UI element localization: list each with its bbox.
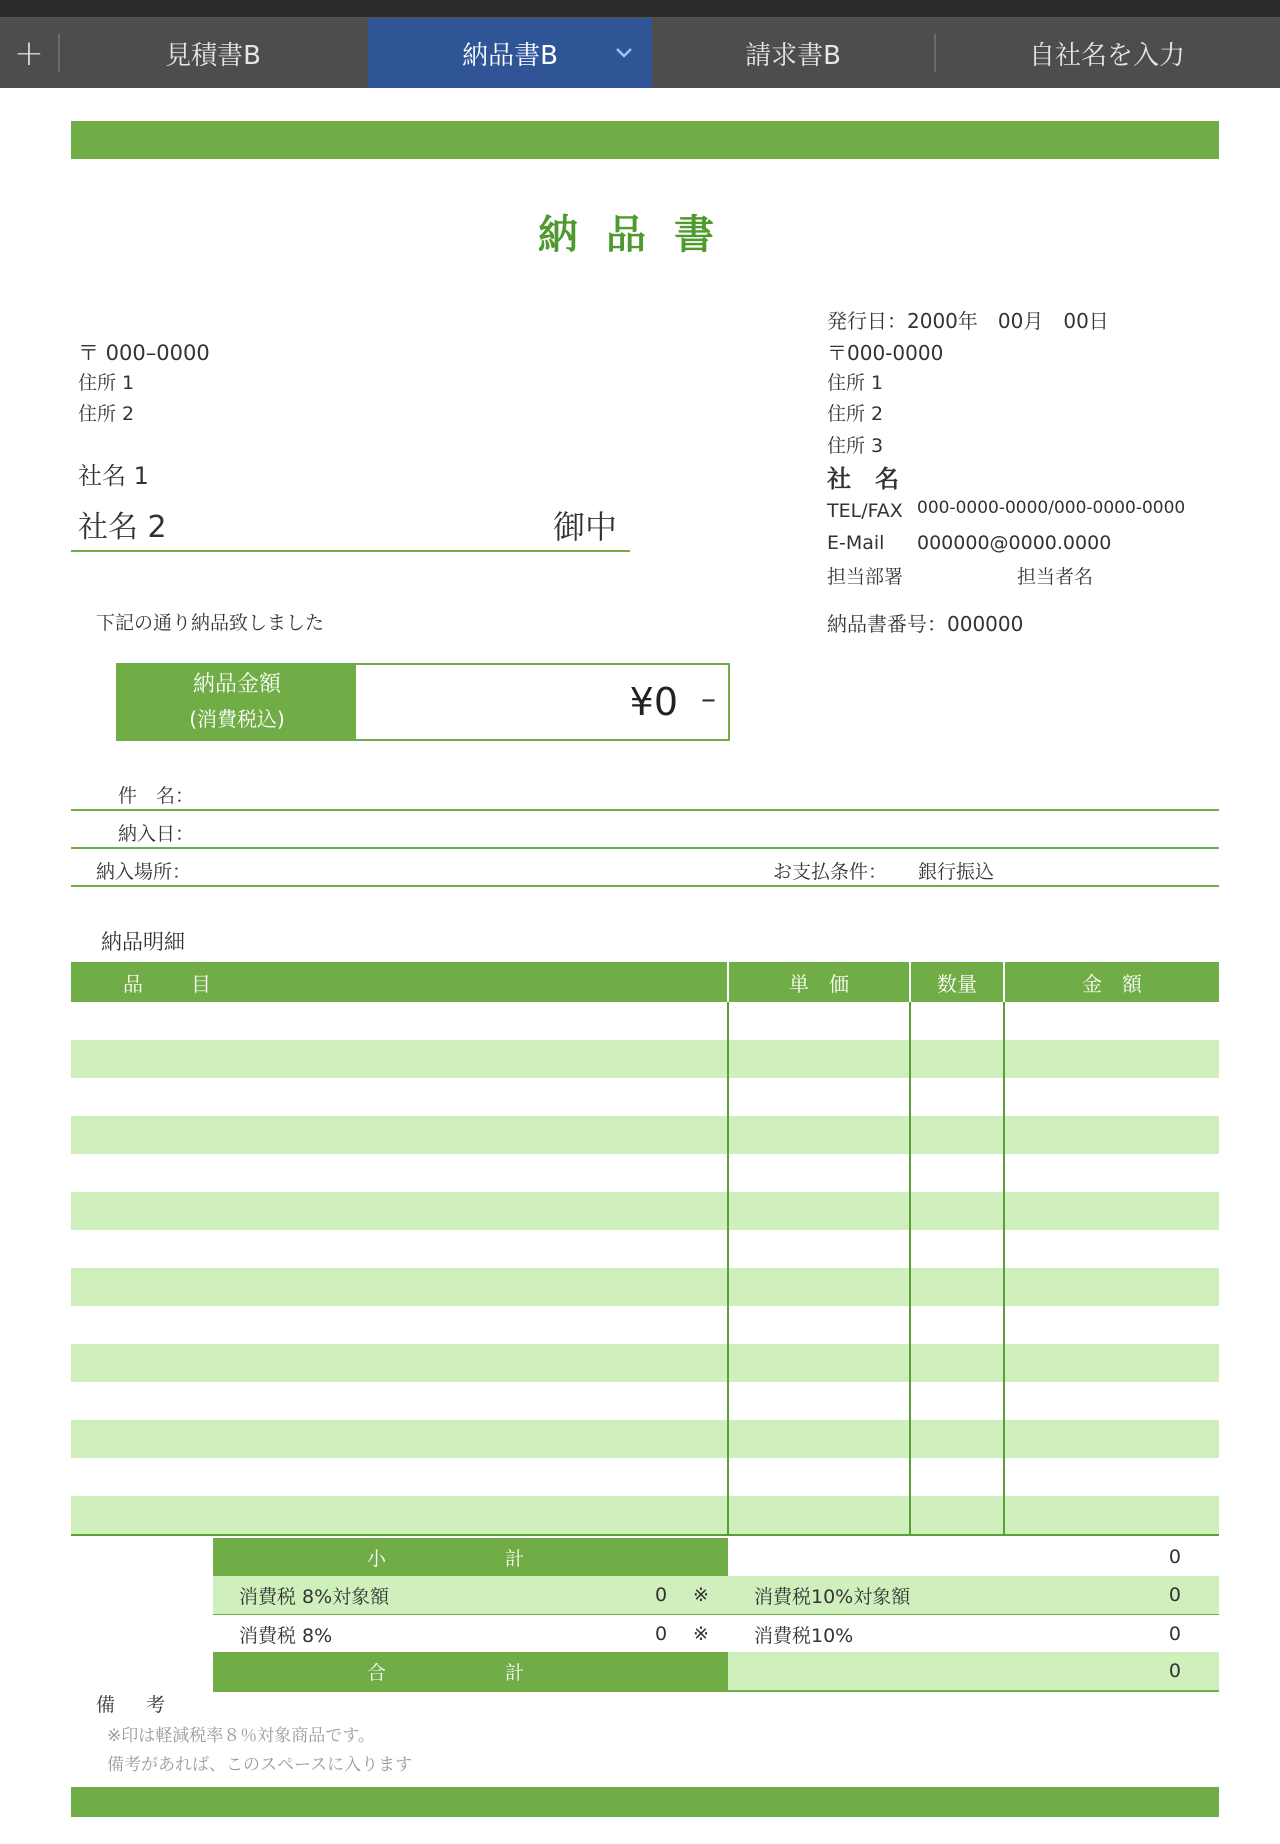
table-row[interactable] (71, 1154, 1219, 1192)
table-row[interactable] (71, 1116, 1219, 1154)
tax10-row (728, 1615, 1219, 1653)
tab-label: 自社名を入力 (1028, 40, 1185, 71)
tab-separator (934, 34, 936, 72)
document-title: 納品書 (538, 212, 742, 258)
subject-line (71, 809, 1219, 811)
tax8-target-row (213, 1576, 728, 1614)
table-row[interactable] (71, 1230, 1219, 1268)
sheet-tab-bar (0, 18, 1280, 88)
recipient-company1: 社名 1 (78, 462, 149, 490)
delivery-place-line (71, 885, 1219, 887)
issuer-address2: 住所 2 (827, 403, 884, 425)
tax8-row (213, 1615, 728, 1653)
issue-date: 発行日：2000年 00月 00日 (827, 309, 1109, 333)
window-top-strip (0, 0, 1280, 18)
chevron-down-icon[interactable] (612, 40, 636, 64)
table-row[interactable] (71, 1268, 1219, 1306)
delivery-place-label: 納入場所： (96, 861, 192, 883)
tax8-value: 0 (655, 1623, 668, 1645)
table-row[interactable] (71, 1040, 1219, 1078)
detail-table-header (71, 962, 1219, 1002)
col-item: 品 目 (123, 971, 225, 996)
document-number: 納品書番号：000000 (827, 612, 1024, 636)
telfax-label: TEL/FAX (827, 500, 903, 522)
tax10-target-label: 消費税10%対象額 (754, 1585, 911, 1608)
tab-estimate[interactable] (58, 18, 368, 88)
tab-label: 納品書B (462, 40, 558, 71)
recipient-honorific: 御中 (553, 508, 618, 546)
recipient-underline (71, 550, 630, 552)
subtotal-value: 0 (728, 1538, 1219, 1576)
col-quantity: 数量 (909, 962, 1003, 1002)
tab-delivery-note[interactable] (368, 18, 652, 88)
amount-label-sub: (消費税込) (189, 707, 285, 731)
recipient-address2: 住所 2 (78, 403, 135, 425)
delivery-amount-label (118, 665, 356, 739)
col-amount: 金 額 (1003, 962, 1219, 1002)
issuer-address1: 住所 1 (827, 372, 884, 394)
amount-label-text: 納品金額 (192, 672, 281, 697)
add-sheet-button[interactable]: + (13, 32, 45, 74)
total-label: 合 計 (213, 1652, 728, 1690)
delivery-amount-value: ¥0 (629, 680, 678, 724)
issuer-address3: 住所 3 (827, 435, 884, 457)
email-value: 000000@0000.0000 (917, 532, 1112, 554)
table-row[interactable] (71, 1382, 1219, 1420)
tab-separator (58, 34, 60, 72)
tab-company-name[interactable] (934, 18, 1280, 88)
table-row[interactable] (71, 1078, 1219, 1116)
table-row[interactable] (71, 1420, 1219, 1458)
tab-label: 見積書B (165, 40, 261, 71)
tax10-target-value: 0 (1168, 1584, 1181, 1606)
delivery-date-line (71, 847, 1219, 849)
subtotal-label: 小 計 (213, 1538, 728, 1576)
top-green-bar (71, 121, 1219, 159)
tax8-target-mark: ※ (693, 1584, 709, 1606)
remarks-note1: ※印は軽減税率８％対象商品です。 (107, 1726, 375, 1746)
bottom-green-bar (71, 1787, 1219, 1817)
detail-table (71, 962, 1219, 1536)
table-row[interactable] (71, 1496, 1219, 1534)
issuer-postal: 〒000-0000 (827, 341, 944, 365)
tax10-target-row (728, 1576, 1219, 1614)
issuer-company: 社 名 (827, 465, 899, 493)
email-label: E-Mail (827, 532, 885, 554)
recipient-company2: 社名 2 (78, 510, 167, 545)
tab-label: 請求書B (745, 40, 841, 71)
delivery-date-label: 納入日： (118, 823, 195, 845)
issuer-person: 担当者名 (1017, 566, 1094, 588)
detail-heading: 納品明細 (101, 930, 185, 954)
detail-table-bottom-border (71, 1534, 1219, 1536)
remarks-note2: 備考があれば、このスペースに入ります (107, 1755, 413, 1775)
payment-terms-label: お支払条件： (773, 861, 888, 883)
issuer-department: 担当部署 (827, 566, 904, 588)
table-row[interactable] (71, 1306, 1219, 1344)
remarks-label: 備 考 (96, 1694, 172, 1716)
tax8-target-value: 0 (655, 1584, 668, 1606)
recipient-address1: 住所 1 (78, 372, 135, 394)
tax8-label: 消費税 8% (239, 1624, 333, 1647)
delivery-note-sheet (0, 88, 1280, 1844)
tab-invoice[interactable] (652, 18, 934, 88)
table-row[interactable] (71, 1002, 1219, 1040)
tax10-label: 消費税10% (754, 1624, 854, 1647)
table-row[interactable] (71, 1192, 1219, 1230)
payment-terms-value: 銀行振込 (918, 861, 995, 883)
recipient-postal: 〒 000–0000 (78, 341, 210, 365)
total-value: 0 (728, 1652, 1219, 1690)
intro-text: 下記の通り納品致しました (96, 612, 325, 634)
amount-dash: – (701, 682, 716, 717)
telfax-value: 000-0000-0000/000-0000-0000 (917, 498, 1186, 518)
subject-label: 件 名： (118, 785, 195, 807)
table-row[interactable] (71, 1344, 1219, 1382)
table-row[interactable] (71, 1458, 1219, 1496)
col-unit-price: 単 価 (727, 962, 909, 1002)
tax8-mark: ※ (693, 1623, 709, 1645)
tax10-value: 0 (1168, 1623, 1181, 1645)
total-bottom-line (213, 1690, 1219, 1692)
tax8-target-label: 消費税 8%対象額 (239, 1585, 390, 1608)
delivery-amount-box (116, 663, 730, 741)
